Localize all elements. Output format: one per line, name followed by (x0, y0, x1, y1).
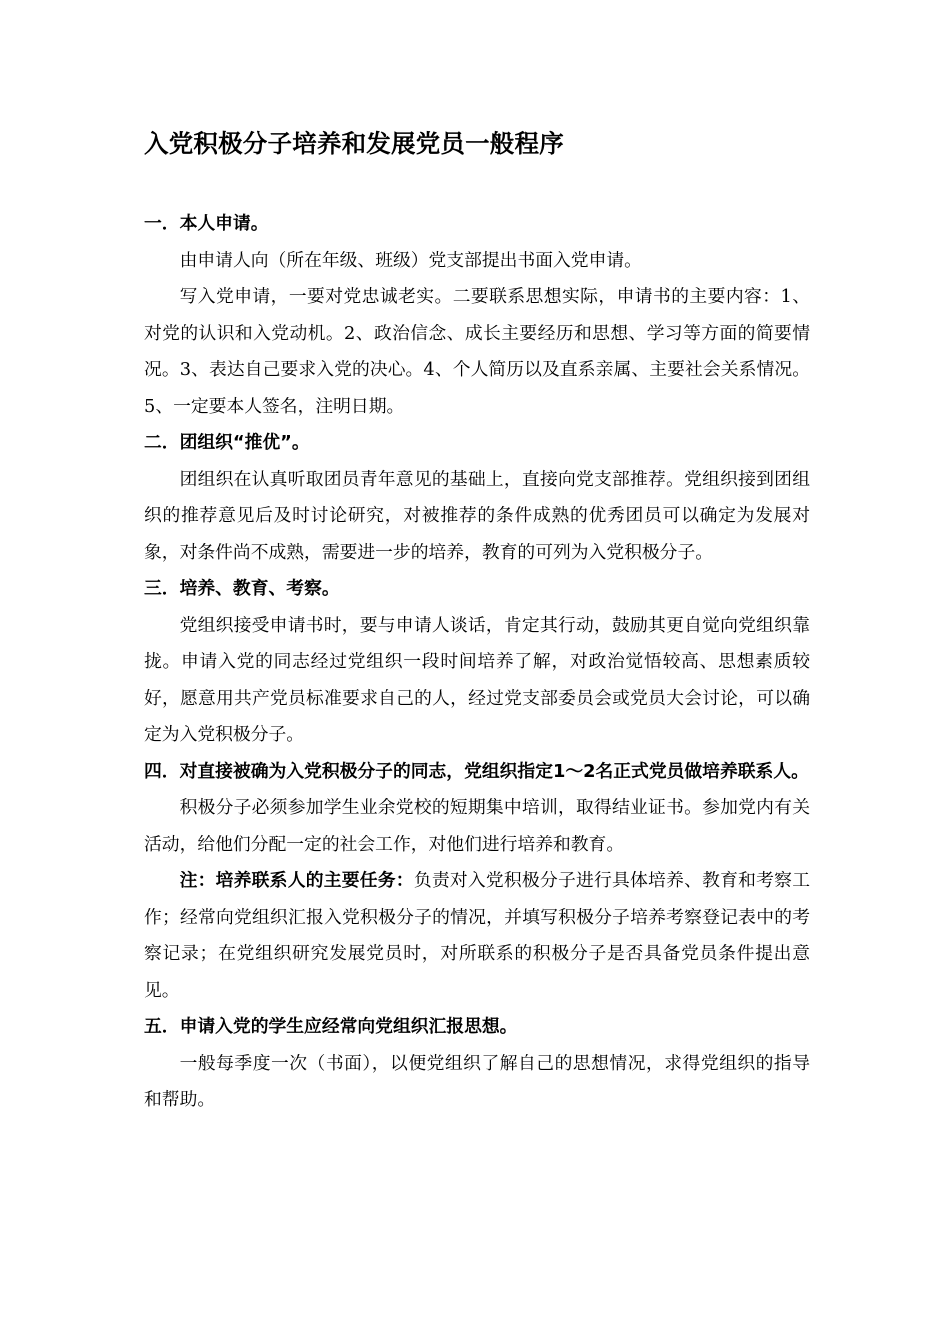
section-1-paragraph-1: 由申请人向（所在年级、班级）党支部提出书面入党申请。 (179, 249, 642, 271)
section-1-heading: 一．本人申请。 (144, 213, 269, 234)
section-1-paragraph-2: 写入党申请，一要对党忠诚老实。二要联系思想实际，申请书的主要内容：1、对党的认识和入党动机。2、政治信念、成长主要经历和思想、学习等方面的简要情况。3、表达自己要求入党的决心。4、个人简历以及直系亲属、主要社会关系情况。5、一定要本人签名，注明日期。 (144, 286, 810, 417)
section-5-heading: 五．申请入党的学生应经常向党组织汇报思想。 (144, 1016, 518, 1037)
note-lead: 注：培养联系人的主要任务： (179, 870, 414, 891)
note-text: 负责对入党积极分子进行具体培养、教育和考察工作；经常向党组织汇报入党积极分子的情况，并填写积极分子培养考察登记表中的考察记录；在党组织研究发展党员时，对所联系的积极分子是否具备党员条件提出意见。 (144, 870, 810, 1001)
section-2-paragraph-1: 团组织在认真听取团员青年意见的基础上，直接向党支部推荐。党组织接到团组织的推荐意见后及时讨论研究，对被推荐的条件成熟的优秀团员可以确定为发展对象，对条件尚不成熟，需要进一步的培养，教育的可列为入党积极分子。 (144, 468, 810, 563)
document-title: 入党积极分子培养和发展党员一般程序 (144, 129, 564, 158)
section-4-paragraph-1: 积极分子必须参加学生业余党校的短期集中培训，取得结业证书。参加党内有关活动，给他们分配一定的社会工作，对他们进行培养和教育。 (144, 797, 810, 855)
section-3-heading: 三．培养、教育、考察。 (144, 578, 340, 599)
section-4-note (144, 863, 810, 1009)
section-2-heading: 二．团组织“推优”。 (144, 432, 310, 453)
document-page (144, 126, 810, 1119)
section-4-heading: 四．对直接被确为入党积极分子的同志，党组织指定1～2名正式党员做培养联系人。 (144, 760, 809, 782)
document-body (144, 206, 810, 1119)
section-5-paragraph-1: 一般每季度一次（书面），以便党组织了解自己的思想情况，求得党组织的指导和帮助。 (144, 1052, 810, 1110)
section-3-paragraph-1: 党组织接受申请书时，要与申请人谈话，肯定其行动，鼓励其更自觉向党组织靠拢。申请入党的同志经过党组织一段时间培养了解，对政治觉悟较高、思想素质较好，愿意用共产党员标准要求自己的人，经过党支部委员会或党员大会讨论，可以确定为入党积极分子。 (144, 614, 810, 745)
